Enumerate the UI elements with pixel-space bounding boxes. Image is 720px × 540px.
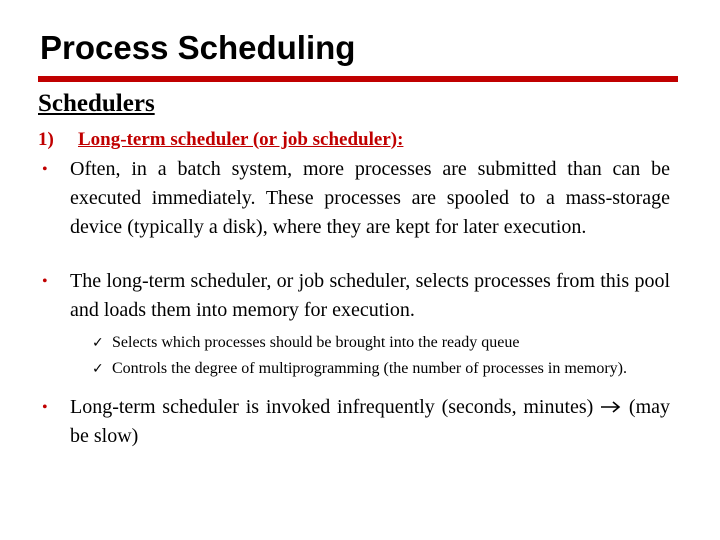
bullet-icon: •: [42, 273, 48, 291]
title-divider: [38, 76, 678, 82]
bullet-item: [38, 267, 670, 325]
check-item: [38, 331, 670, 355]
checkmark-icon: ✓: [92, 335, 104, 352]
section-heading: Schedulers: [38, 90, 155, 117]
check-item: [38, 357, 670, 381]
item-number: 1): [38, 128, 54, 150]
check-text: Controls the degree of multiprogramming (the number of processes in memory).: [112, 360, 627, 378]
slide-content: [38, 88, 670, 451]
bullet-text: [70, 393, 670, 451]
bullet-text: The long-term scheduler, or job scheduler, selects processes from this pool and loads them into memory for execution.: [70, 270, 670, 322]
bullet-icon: •: [42, 161, 48, 179]
bullet-text: Often, in a batch system, more processes are submitted than can be executed immediately. These processes are spooled to a mass-storage device (typically a disk), where they are kept for later execution.: [70, 158, 670, 239]
bullet-text-part1: Long-term scheduler is invoked infrequently (seconds, minutes): [70, 396, 594, 419]
bullet-icon: •: [42, 399, 48, 417]
bullet-item: [38, 393, 670, 451]
numbered-item: [38, 129, 670, 152]
item-text: Long-term scheduler (or job scheduler):: [78, 128, 404, 150]
bullet-item: [38, 155, 670, 242]
check-text: Selects which processes should be brought into the ready queue: [112, 334, 520, 352]
right-arrow-icon: [600, 400, 622, 414]
checkmark-icon: ✓: [92, 361, 104, 378]
bullet-text-part2: (may be slow): [70, 396, 670, 448]
slide-title: Process Scheduling: [40, 29, 356, 66]
